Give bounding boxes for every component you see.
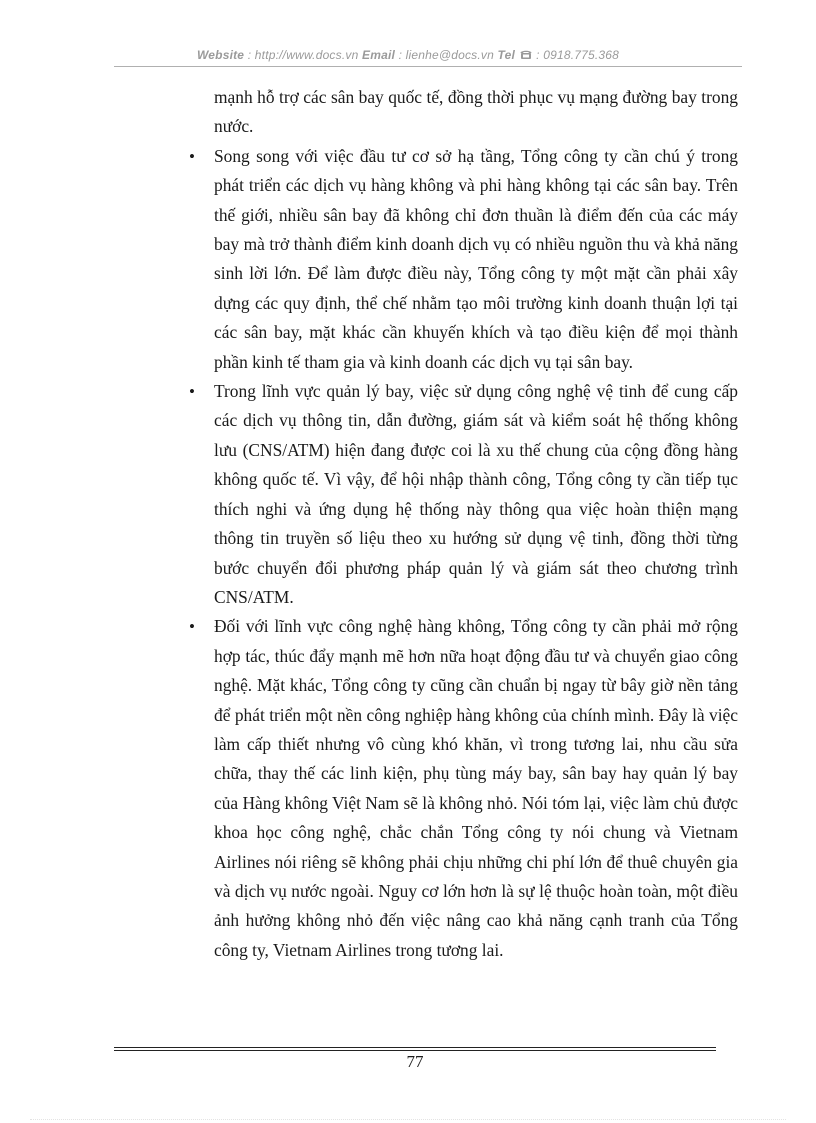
page-body — [189, 83, 738, 965]
bullet-text: Trong lĩnh vực quản lý bay, việc sử dụng công nghệ vệ tinh để cung cấp các dịch vụ thông tin, dẫn đường, giám sát và kiểm soát hệ thống không lưu (CNS/ATM) hiện đang được coi là xu thế chung của cộng đồng hàng không quốc tế. Vì vậy, để hội nhập thành công, Tổng công ty cần tiếp tục thích nghi và ứng dụng hệ thống này thông qua việc hoàn thiện mạng thông tin truyền số liệu theo xu hướng sử dụng vệ tinh, đồng thời từng bước chuyển đổi phương pháp quản lý và giám sát theo chương trình CNS/ATM. — [214, 381, 738, 607]
email-value[interactable]: : lienhe@docs.vn — [398, 48, 494, 62]
bullet-icon: • — [189, 617, 195, 637]
footer-rule-bottom — [114, 1050, 716, 1051]
list-item — [189, 142, 738, 377]
website-label: Website — [196, 48, 245, 62]
page-header — [0, 48, 816, 63]
bullet-list — [189, 142, 738, 965]
continuation-paragraph: mạnh hỗ trợ các sân bay quốc tế, đồng thời phục vụ mạng đường bay trong nước. — [214, 87, 738, 137]
page-number: 77 — [406, 1052, 424, 1071]
bullet-text: Song song với việc đầu tư cơ sở hạ tầng, Tổng công ty cần chú ý trong phát triển các dịch vụ hàng không và phi hàng không tại các sân bay. Trên thế giới, nhiều sân bay đã không chỉ đơn thuần là điểm đến của các máy bay mà trở thành điểm kinh doanh dịch vụ có nhiều nguồn thu và khả năng sinh lời lớn. Để làm được điều này, Tổng công ty một mặt cần phải xây dựng các quy định, thể chế nhằm tạo môi trường kinh doanh thuận lợi tại các sân bay, mặt khác cần khuyến khích và tạo điều kiện để mọi thành phần kinh tế tham gia và kinh doanh các dịch vụ tại sân bay. — [214, 145, 738, 372]
bullet-text: Đối với lĩnh vực công nghệ hàng không, Tổng công ty cần phải mở rộng hợp tác, thúc đẩy mạnh mẽ hơn nữa hoạt động đầu tư và chuyển giao công nghệ. Mặt khác, Tổng công ty cũng cần chuẩn bị ngay từ bây giờ nền tảng để phát triển một nền công nghiệp hàng không của chính mình. Đây là việc làm cấp thiết nhưng vô cùng khó khăn, vì trong tương lai, nhu cầu sửa chữa, thay thế các linh kiện, phụ tùng máy bay, sân bay hay quản lý bay của Hàng không Việt Nam sẽ là không nhỏ. Nói tóm lại, việc làm chủ được khoa học công nghệ, chắc chắn Tổng công ty nói chung và Vietnam Airlines nói riêng sẽ không phải chịu những chi phí lớn để thuê chuyên gia và dịch vụ nước ngoài. Nguy cơ lớn hơn là sự lệ thuộc hoàn toàn, một điều ảnh hưởng không nhỏ đến việc nâng cao khả năng cạnh tranh của Tổng công ty, Vietnam Airlines trong tương lai. — [214, 616, 738, 960]
phone-icon — [520, 49, 532, 63]
bullet-icon: • — [189, 146, 195, 166]
footer-rule-top — [114, 1047, 716, 1048]
bullet-icon: • — [189, 382, 195, 402]
list-item — [189, 377, 738, 612]
website-value[interactable]: : http://www.docs.vn — [247, 48, 359, 62]
tel-label: Tel — [497, 48, 516, 62]
list-item — [189, 612, 738, 965]
header-rule — [114, 66, 742, 67]
email-label: Email — [362, 48, 396, 62]
page-edge — [30, 1119, 786, 1120]
tel-value: : 0918.775.368 — [536, 48, 620, 62]
